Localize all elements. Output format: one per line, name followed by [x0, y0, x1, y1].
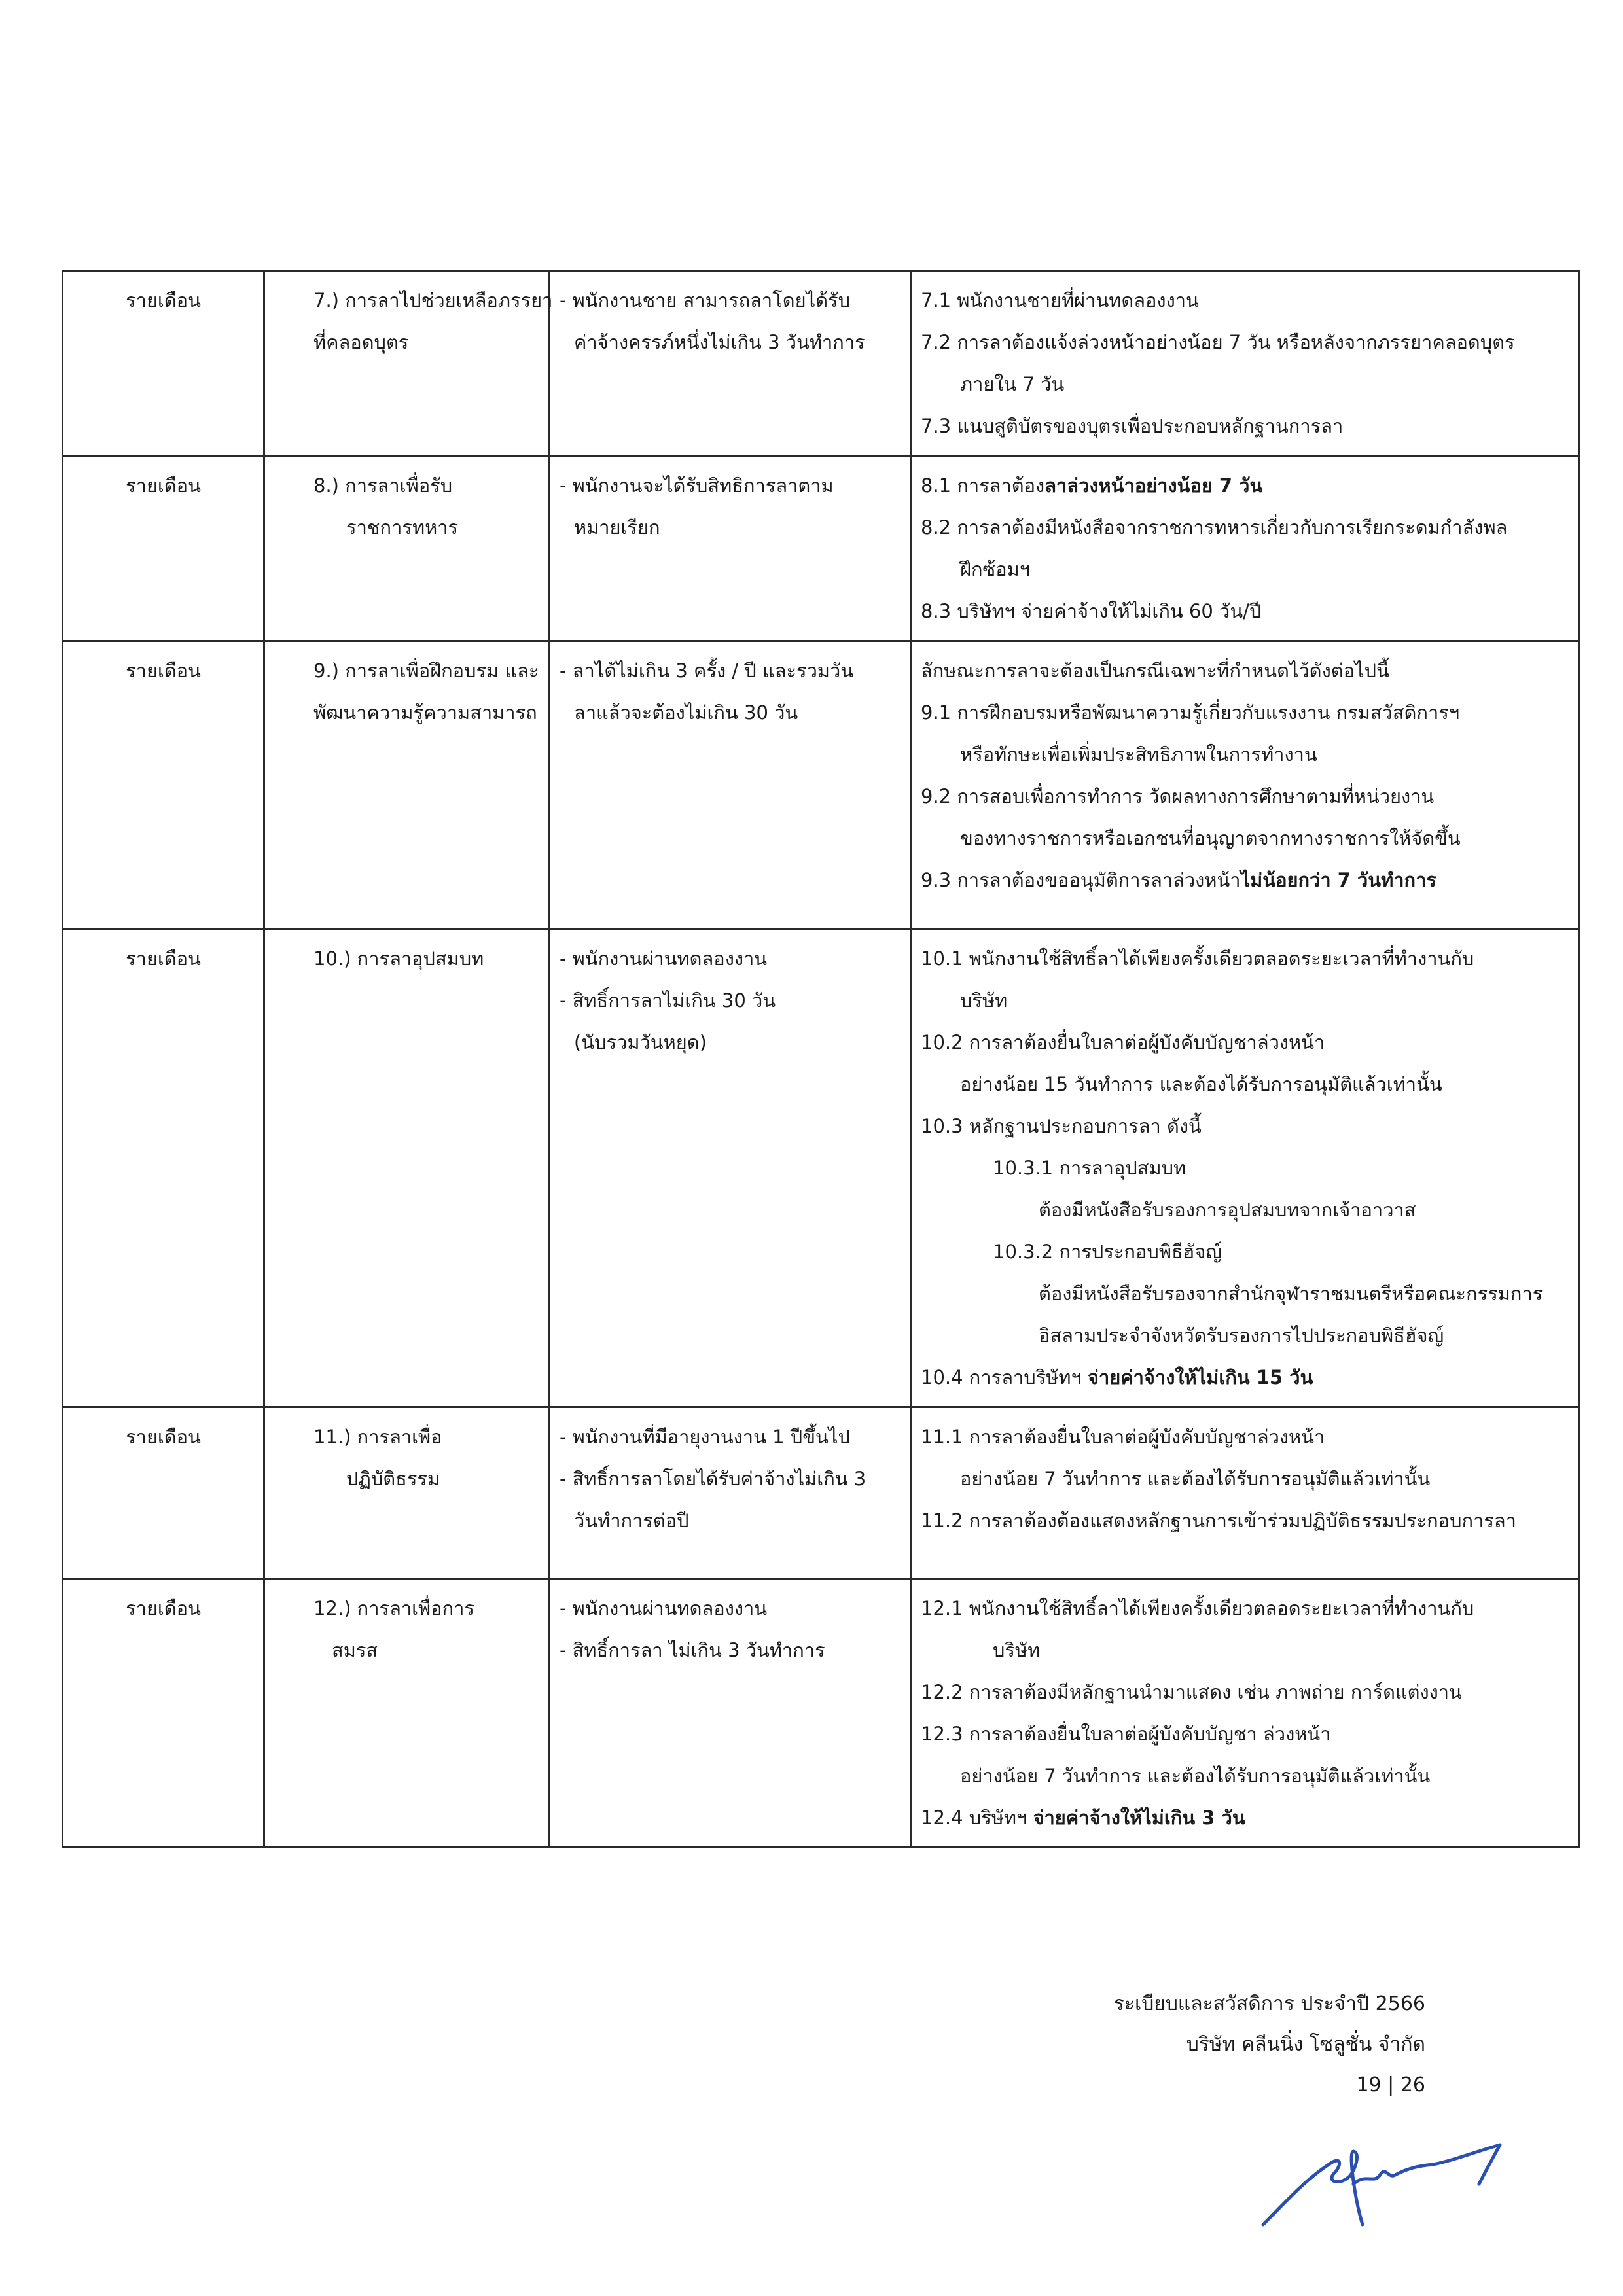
table-row — [63, 1579, 1580, 1848]
condition-line: บริษัท — [993, 1639, 1041, 1661]
page-number: 19 | 26 — [1356, 2074, 1425, 2096]
condition-line: 11.2 การลาต้องต้องแสดงหลักฐานการเข้าร่วมปฏิบัติธรรมประกอบการลา — [921, 1510, 1516, 1532]
eligibility-line: ค่าจ้างครรภ์หนึ่งไม่เกิน 3 วันทำการ — [574, 331, 865, 353]
condition-line: 10.3.1 การลาอุปสมบท — [993, 1157, 1186, 1179]
category-text: รายเดือน — [126, 947, 201, 970]
eligibility-line: - พนักงานที่มีอายุงานงาน 1 ปีขึ้นไป — [560, 1426, 850, 1448]
condition-line: 7.3 แนบสูติบัตรของบุตรเพื่อประกอบหลักฐานการลา — [921, 415, 1344, 437]
category-text: รายเดือน — [126, 474, 201, 497]
condition-line: อิสลามประจำจังหวัดรับรองการไปประกอบพิธีฮัจญ์ — [1039, 1324, 1444, 1347]
condition-text: 12.4 บริษัทฯ — [921, 1807, 1027, 1829]
category-text: รายเดือน — [126, 1597, 201, 1619]
condition-line: 9.1 การฝึกอบรมหรือพัฒนาความรู้เกี่ยวกับแรงงาน กรมสวัสดิการฯ — [921, 701, 1460, 724]
leave-type-line: สมรส — [332, 1639, 378, 1661]
leave-type-cell — [264, 1407, 550, 1579]
document-footer — [1114, 1984, 1425, 2106]
table-row — [63, 641, 1580, 929]
condition-line: อย่างน้อย 7 วันทำการ และต้องได้รับการอนุมัติแล้วเท่านั้น — [960, 1765, 1431, 1787]
leave-type-line: 12.) การลาเพื่อการ — [313, 1597, 474, 1619]
conditions-cell — [911, 1407, 1580, 1579]
eligibility-line: - สิทธิ์การลาโดยได้รับค่าจ้างไม่เกิน 3 — [560, 1468, 866, 1490]
eligibility-line: วันทำการต่อปี — [574, 1510, 689, 1532]
condition-line: 9.2 การสอบเพื่อการทำการ วัดผลทางการศึกษาตามที่หน่วยงาน — [921, 785, 1435, 807]
leave-type-line: 7.) การลาไปช่วยเหลือภรรยา — [313, 289, 553, 311]
condition-text: 9.3 การลาต้องขออนุมัติการลาล่วงหน้า — [921, 869, 1241, 891]
employee-category-cell — [63, 271, 264, 456]
eligibility-cell — [550, 1407, 911, 1579]
conditions-cell — [911, 641, 1580, 929]
leave-type-cell — [264, 1579, 550, 1848]
leave-type-line: ที่คลอดบุตร — [313, 331, 409, 353]
condition-line: 7.2 การลาต้องแจ้งล่วงหน้าอย่างน้อย 7 วัน หรือหลังจากภรรยาคลอดบุตร — [921, 331, 1515, 353]
signature-stroke — [1263, 2145, 1500, 2225]
condition-line: 12.2 การลาต้องมีหลักฐานนำมาแสดง เช่น ภาพถ่าย การ์ดแต่งงาน — [921, 1681, 1462, 1703]
eligibility-line: หมายเรียก — [574, 516, 660, 539]
condition-line: 10.3.2 การประกอบพิธีฮัจญ์ — [993, 1241, 1222, 1263]
conditions-cell — [911, 456, 1580, 641]
condition-line: 12.3 การลาต้องยื่นใบลาต่อผู้บังคับบัญชา ล่วงหน้า — [921, 1723, 1331, 1745]
leave-type-line: ราชการทหาร — [346, 516, 459, 539]
condition-text: 10.4 การลาบริษัทฯ — [921, 1366, 1082, 1388]
condition-line: ต้องมีหนังสือรับรองจากสำนักจุฬาราชมนตรีหรือคณะกรรมการ — [1039, 1282, 1543, 1305]
table-row — [63, 271, 1580, 456]
condition-line: 10.2 การลาต้องยื่นใบลาต่อผู้บังคับบัญชาล่วงหน้า — [921, 1031, 1325, 1053]
leave-type-cell — [264, 929, 550, 1407]
eligibility-line: - พนักงานผ่านทดลองงาน — [560, 1597, 768, 1619]
handwritten-signature — [1243, 2127, 1518, 2238]
condition-line — [921, 1356, 1569, 1398]
leave-type-line: ปฏิบัติธรรม — [346, 1468, 440, 1490]
eligibility-line: ลาแล้วจะต้องไม่เกิน 30 วัน — [574, 701, 798, 724]
condition-line: 8.3 บริษัทฯ จ่ายค่าจ้างให้ไม่เกิน 60 วัน/ปี — [921, 600, 1262, 622]
condition-line: 11.1 การลาต้องยื่นใบลาต่อผู้บังคับบัญชาล่วงหน้า — [921, 1426, 1325, 1448]
condition-line: ภายใน 7 วัน — [960, 373, 1065, 395]
condition-line: อย่างน้อย 7 วันทำการ และต้องได้รับการอนุมัติแล้วเท่านั้น — [960, 1468, 1431, 1490]
leave-policy-table — [62, 270, 1580, 1848]
eligibility-cell — [550, 641, 911, 929]
footer-regulation-title: ระเบียบและสวัสดิการ ประจำปี 2566 — [1113, 1992, 1425, 2015]
condition-emphasis: ลาล่วงหน้าอย่างน้อย 7 วัน — [1044, 474, 1263, 497]
condition-line: อย่างน้อย 15 วันทำการ และต้องได้รับการอนุมัติแล้วเท่านั้น — [960, 1073, 1442, 1095]
leave-type-line: พัฒนาความรู้ความสามารถ — [313, 701, 537, 724]
leave-type-line: 10.) การลาอุปสมบท — [313, 947, 484, 970]
table-row — [63, 1407, 1580, 1579]
eligibility-cell — [550, 271, 911, 456]
conditions-cell — [911, 271, 1580, 456]
leave-type-cell — [264, 271, 553, 456]
employee-category-cell — [63, 641, 264, 929]
conditions-cell — [911, 929, 1580, 1407]
leave-type-line: 9.) การลาเพื่อฝึกอบรม และ — [313, 660, 539, 682]
condition-line: ฝึกซ้อมฯ — [960, 558, 1031, 580]
eligibility-line: - ลาได้ไม่เกิน 3 ครั้ง / ปี และรวมวัน — [560, 660, 854, 682]
eligibility-line: (นับรวมวันหยุด) — [574, 1031, 707, 1053]
condition-line: 10.3 หลักฐานประกอบการลา ดังนี้ — [921, 1115, 1202, 1137]
condition-emphasis: จ่ายค่าจ้างให้ไม่เกิน 3 วัน — [1033, 1807, 1245, 1829]
employee-category-cell — [63, 456, 264, 641]
employee-category-cell — [63, 929, 264, 1407]
condition-line: 12.1 พนักงานใช้สิทธิ์ลาได้เพียงครั้งเดียวตลอดระยะเวลาที่ทำงานกับ — [921, 1597, 1474, 1619]
leave-type-line: 8.) การลาเพื่อรับ — [313, 474, 453, 497]
leave-type-line: 11.) การลาเพื่อ — [313, 1426, 442, 1448]
eligibility-cell — [550, 929, 911, 1407]
eligibility-cell — [550, 1579, 911, 1848]
eligibility-cell — [550, 456, 911, 641]
footer-company-name: บริษัท คลีนนิ่ง โซลูชั่น จำกัด — [1186, 2033, 1425, 2056]
leave-type-cell — [264, 456, 550, 641]
condition-text: 8.1 การลาต้อง — [921, 474, 1045, 497]
category-text: รายเดือน — [126, 289, 201, 311]
condition-line: บริษัท — [960, 989, 1008, 1012]
condition-line: 10.1 พนักงานใช้สิทธิ์ลาได้เพียงครั้งเดียวตลอดระยะเวลาที่ทำงานกับ — [921, 947, 1474, 970]
employee-category-cell — [63, 1579, 264, 1848]
table-row — [63, 929, 1580, 1407]
condition-emphasis: จ่ายค่าจ้างให้ไม่เกิน 15 วัน — [1087, 1366, 1313, 1388]
condition-line: ต้องมีหนังสือรับรองการอุปสมบทจากเจ้าอาวาส — [1039, 1199, 1416, 1221]
category-text: รายเดือน — [126, 660, 201, 682]
condition-line: ลักษณะการลาจะต้องเป็นกรณีเฉพาะที่กำหนดไว้ดังต่อไปนี้ — [921, 660, 1389, 682]
leave-type-cell — [264, 641, 550, 929]
condition-line: ของทางราชการหรือเอกชนที่อนุญาตจากทางราชการให้จัดขึ้น — [960, 827, 1461, 849]
conditions-cell — [911, 1579, 1580, 1848]
table-row — [63, 456, 1580, 641]
condition-emphasis: ไม่น้อยกว่า 7 วันทำการ — [1240, 869, 1436, 891]
employee-category-cell — [63, 1407, 264, 1579]
condition-line — [921, 859, 1569, 901]
eligibility-line: - พนักงานชาย สามารถลาโดยได้รับ — [560, 289, 851, 311]
eligibility-line: - สิทธิ์การลา ไม่เกิน 3 วันทำการ — [560, 1639, 825, 1661]
eligibility-line: - พนักงานจะได้รับสิทธิการลาตาม — [560, 474, 834, 497]
condition-line: 7.1 พนักงานชายที่ผ่านทดลองงาน — [921, 289, 1199, 311]
condition-line — [921, 1797, 1569, 1839]
condition-line: หรือทักษะเพื่อเพิ่มประสิทธิภาพในการทำงาน — [960, 743, 1317, 766]
eligibility-line: - สิทธิ์การลาไม่เกิน 30 วัน — [560, 989, 776, 1012]
condition-line: 8.2 การลาต้องมีหนังสือจากราชการทหารเกี่ยวกับการเรียกระดมกำลังพล — [921, 516, 1508, 539]
eligibility-line: - พนักงานผ่านทดลองงาน — [560, 947, 768, 970]
condition-line — [921, 465, 1569, 506]
category-text: รายเดือน — [126, 1426, 201, 1448]
